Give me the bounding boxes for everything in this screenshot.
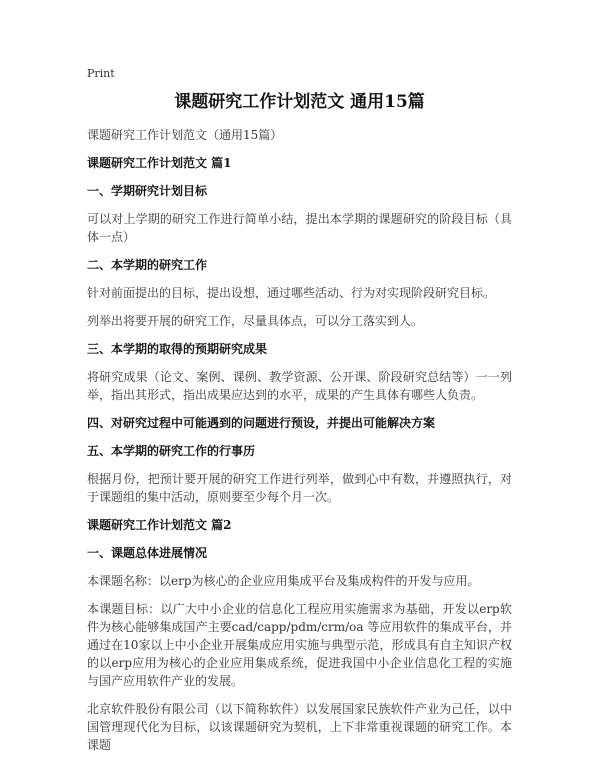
section-heading: 二、本学期的研究工作 [87, 258, 208, 272]
section-heading: 一、课题总体进展情况 [87, 546, 208, 560]
section-heading: 一、学期研究计划目标 [87, 184, 208, 198]
body-paragraph: 北京软件股份有限公司（以下简称软件）以发展国家民族软件产业为己任，以中国管理现代化为目标，以该课题研究为契机，上下非常重视课题的研究工作。本课题 [87, 702, 512, 752]
body-paragraph: 本课题目标：以广大中小企业的信息化工程应用实施需求为基础，开发以erp软件为核心能够集成国产主要cad/capp/pdm/crm/oa 等应用软件的集成平台，并通过在10家以上中小企业开展集成应用实施与典型示范，形成具有自主知识产权的以erp应用为核心的企业应用集成系统，促进我国中小企业信息化工程的实施与国产应用软件产业的发展。 [87, 602, 512, 688]
document-page [87, 66, 512, 764]
body-paragraph: 课题研究工作计划范文（通用15篇） [87, 128, 283, 142]
body-paragraph: 将研究成果（论文、案例、课例、教学资源、公开课、阶段研究总结等）一一列举，指出其形式，指出成果应达到的水平，成果的产生具体有哪些人负责。 [87, 370, 512, 402]
body-paragraph: 针对前面提出的目标，提出设想，通过哪些活动、行为对实现阶段研究目标。 [87, 286, 496, 300]
section-heading: 三、本学期的取得的预期研究成果 [87, 342, 268, 356]
section-heading: 课题研究工作计划范文 篇1 [87, 156, 232, 170]
body-paragraph: 本课题名称：以erp为核心的企业应用集成平台及集成构件的开发与应用。 [87, 574, 480, 588]
section-heading: 四、对研究过程中可能遇到的问题进行预设，并提出可能解决方案 [87, 416, 436, 430]
document-body [87, 126, 512, 754]
section-heading: 五、本学期的研究工作的行事历 [87, 444, 256, 458]
document-title: 课题研究工作计划范文 通用15篇 [174, 92, 425, 112]
section-heading: 课题研究工作计划范文 篇2 [87, 518, 232, 532]
body-paragraph: 可以对上学期的研究工作进行简单小结，提出本学期的课题研究的阶段目标（具体一点） [87, 212, 512, 244]
print-link[interactable]: Print [87, 67, 115, 80]
body-paragraph: 列举出将要开展的研究工作，尽量具体点，可以分工落实到人。 [87, 314, 424, 328]
body-paragraph: 根据月份，把预计要开展的研究工作进行列举，做到心中有数，并遵照执行，对于课题组的集中活动，原则要至少每个月一次。 [87, 472, 512, 504]
